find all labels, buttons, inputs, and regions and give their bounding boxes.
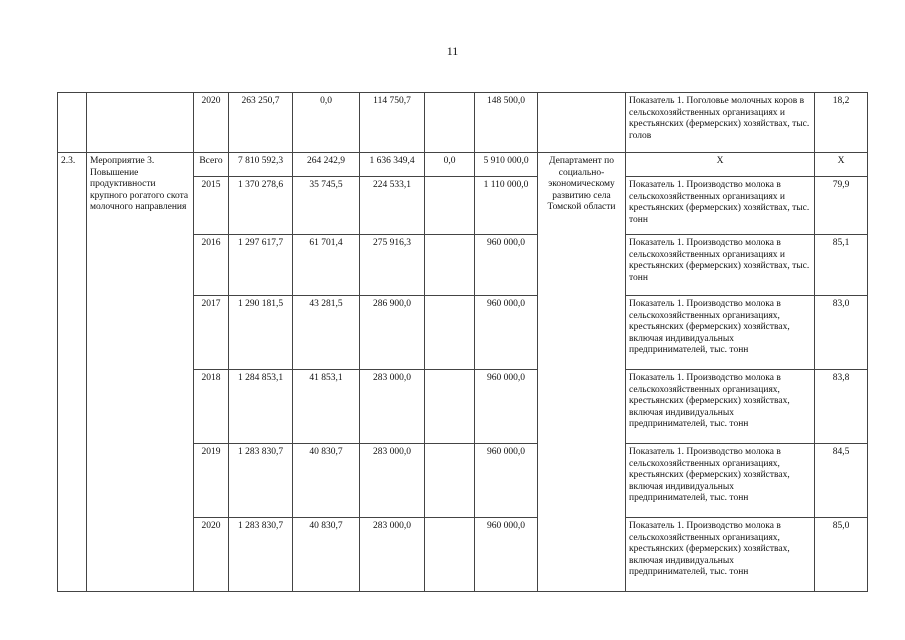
regional-cell: 275 916,3 — [360, 235, 425, 296]
year-cell: 2015 — [194, 177, 229, 235]
total-cell: 1 370 278,6 — [229, 177, 293, 235]
local-cell — [425, 93, 475, 153]
name-cell — [87, 93, 194, 153]
indicator-cell: Показатель 1. Производство молока в сельскохозяйственных организациях и крестьянских (фермерских) хозяйствах, тыс. тонн — [626, 177, 815, 235]
federal-cell: 41 853,1 — [293, 370, 360, 444]
value-cell: 85,1 — [815, 235, 868, 296]
table-row — [58, 93, 868, 153]
value-cell: 84,5 — [815, 444, 868, 518]
indicator-cell: Показатель 1. Производство молока в сельскохозяйственных организациях, крестьянских (фермерских) хозяйствах, включая индивидуальных предпринимателей, тыс. тонн — [626, 370, 815, 444]
year-cell: 2018 — [194, 370, 229, 444]
regional-cell: 1 636 349,4 — [360, 153, 425, 177]
other-cell: 960 000,0 — [475, 444, 538, 518]
federal-cell: 61 701,4 — [293, 235, 360, 296]
other-cell: 5 910 000,0 — [475, 153, 538, 177]
total-cell: 1 283 830,7 — [229, 444, 293, 518]
year-cell: Всего — [194, 153, 229, 177]
indicator-cell: Показатель 1. Производство молока в сельскохозяйственных организациях, крестьянских (фермерских) хозяйствах, включая индивидуальных предпринимателей, тыс. тонн — [626, 518, 815, 592]
total-cell: 263 250,7 — [229, 93, 293, 153]
local-cell: 0,0 — [425, 153, 475, 177]
federal-cell: 0,0 — [293, 93, 360, 153]
total-cell: 1 290 181,5 — [229, 296, 293, 370]
executor-cell — [538, 93, 626, 153]
year-cell: 2016 — [194, 235, 229, 296]
federal-cell: 264 242,9 — [293, 153, 360, 177]
value-cell: 85,0 — [815, 518, 868, 592]
value-cell: Х — [815, 153, 868, 177]
table-row — [58, 153, 868, 177]
other-cell: 960 000,0 — [475, 296, 538, 370]
total-cell: 7 810 592,3 — [229, 153, 293, 177]
other-cell: 960 000,0 — [475, 370, 538, 444]
local-cell — [425, 235, 475, 296]
page-number: 11 — [446, 44, 459, 58]
value-cell: 79,9 — [815, 177, 868, 235]
federal-cell: 35 745,5 — [293, 177, 360, 235]
regional-cell: 283 000,0 — [360, 518, 425, 592]
other-cell: 960 000,0 — [475, 235, 538, 296]
executor-cell: Департамент по социально-экономическому развитию села Томской области — [538, 153, 626, 592]
value-cell: 83,8 — [815, 370, 868, 444]
year-cell: 2019 — [194, 444, 229, 518]
total-cell: 1 297 617,7 — [229, 235, 293, 296]
regional-cell: 283 000,0 — [360, 370, 425, 444]
total-cell: 1 283 830,7 — [229, 518, 293, 592]
local-cell — [425, 518, 475, 592]
indicator-cell: Показатель 1. Поголовье молочных коров в сельскохозяйственных организациях и крестьянских (фермерских) хозяйствах, тыс. голов — [626, 93, 815, 153]
program-table — [57, 92, 868, 592]
value-cell: 83,0 — [815, 296, 868, 370]
federal-cell: 40 830,7 — [293, 444, 360, 518]
indicator-cell: Показатель 1. Производство молока в сельскохозяйственных организациях, крестьянских (фермерских) хозяйствах, включая индивидуальных предпринимателей, тыс. тонн — [626, 296, 815, 370]
other-cell: 1 110 000,0 — [475, 177, 538, 235]
regional-cell: 114 750,7 — [360, 93, 425, 153]
local-cell — [425, 296, 475, 370]
other-cell: 960 000,0 — [475, 518, 538, 592]
local-cell — [425, 370, 475, 444]
indicator-cell: Показатель 1. Производство молока в сельскохозяйственных организациях, крестьянских (фермерских) хозяйствах, включая индивидуальных предпринимателей, тыс. тонн — [626, 444, 815, 518]
value-cell: 18,2 — [815, 93, 868, 153]
regional-cell: 283 000,0 — [360, 444, 425, 518]
regional-cell: 224 533,1 — [360, 177, 425, 235]
local-cell — [425, 177, 475, 235]
measure-code: 2.3. — [58, 153, 87, 592]
indicator-cell: Показатель 1. Производство молока в сельскохозяйственных организациях и крестьянских (фермерских) хозяйствах, тыс. тонн — [626, 235, 815, 296]
year-cell: 2020 — [194, 518, 229, 592]
total-cell: 1 284 853,1 — [229, 370, 293, 444]
measure-name: Мероприятие 3. Повышение продуктивности крупного рогатого скота молочного направления — [87, 153, 194, 592]
regional-cell: 286 900,0 — [360, 296, 425, 370]
code-cell — [58, 93, 87, 153]
year-cell: 2017 — [194, 296, 229, 370]
local-cell — [425, 444, 475, 518]
other-cell: 148 500,0 — [475, 93, 538, 153]
indicator-cell: Х — [626, 153, 815, 177]
federal-cell: 40 830,7 — [293, 518, 360, 592]
federal-cell: 43 281,5 — [293, 296, 360, 370]
year-cell: 2020 — [194, 93, 229, 153]
